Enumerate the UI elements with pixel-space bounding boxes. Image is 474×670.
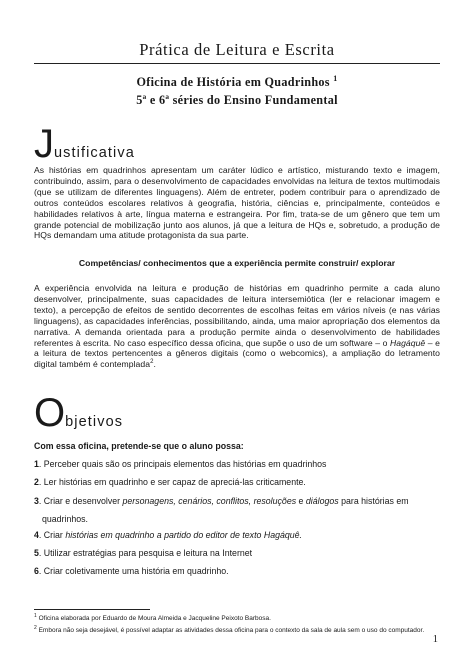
footnote-text: Embora não seja desejável, é possível adaptar as atividades dessa oficina para o contexto da sala de aula sem o uso do computador. xyxy=(36,626,425,634)
footnotes xyxy=(34,612,440,636)
item-italic: diálogos xyxy=(305,495,339,506)
item-italic: histórias em quadrinho a partido do editor de texto Hagáquê. xyxy=(65,529,303,540)
experiencia-text-end: . xyxy=(153,359,156,370)
competencias-title: Competências/ conhecimentos que a experiência permite construir/ explorar xyxy=(78,258,396,268)
list-item xyxy=(34,530,440,541)
page-title: Prática de Leitura e Escrita xyxy=(139,40,335,59)
item-continuation: quadrinhos. xyxy=(42,513,88,524)
software-name: Hagáquê xyxy=(390,337,426,348)
item-text: . Utilizar estratégias para pesquisa e leitura na Internet xyxy=(38,547,253,558)
footnote-ref-2[interactable]: 2 xyxy=(150,359,154,366)
item-number: 3 xyxy=(34,495,39,506)
item-text: para histórias em xyxy=(338,495,409,506)
footnote-divider xyxy=(34,609,150,610)
list-item xyxy=(34,548,440,559)
item-number: 6 xyxy=(34,566,39,577)
objetivos-rest: bjetivos xyxy=(65,414,124,430)
experiencia-text-2: – e a leitura de textos pertencentes a gêneros digitais (como o webcomics), a ampliação do letramento digital também é contemplada xyxy=(34,337,440,370)
item-number: 2 xyxy=(34,477,39,488)
item-italic: personagens, cenários, conflitos, resoluções xyxy=(122,495,297,506)
experiencia-text-1: A experiência envolvida na leitura e produção de histórias em quadrinho permite a cada aluno desenvolver, principalmente, suas capacidades de leitura intersemiótica (ler e relacionar imagem e texto), a percepção de efeitos de sentido decorrentes de escolhas feitas em vários níveis (e nas várias linguagens), as capacidades inferências, possibilitando, ainda, uma maior apropriação dos elementos da narrativa. A demanda orientada para a produção permite ainda o desenvolvimento de habilidades referentes à escrita. No caso específico dessa oficina, que supõe o uso de um software – o xyxy=(34,283,440,348)
workshop-title-text: Oficina de História em Quadrinhos xyxy=(136,75,330,90)
item-text: . Criar xyxy=(38,529,66,540)
list-item xyxy=(34,496,440,525)
justificativa-paragraph: As histórias em quadrinhos apresentam um caráter lúdico e artístico, misturando texto e imagem, contribuindo, assim, para o desenvolvimento de capacidades envolvidas na leitura de textos multimodais (que se utilizam de diferentes linguagens). Além de entreter, podem contribuir para o aprendizado de outros conteúdos escolares relativos à geografia, história, ciências e, principalmente, conteúdos e habilidades relativos à arte, língua materna e estrangeira. Por fim, trata-se de um gênero que tem um grande potencial de mobilização junto aos alunos, já que a leitura de HQs e, sobretudo, a produção de HQs demandam uma atitude protagonista da sua parte. xyxy=(34,165,440,241)
footnote-number: 1 xyxy=(34,613,37,619)
item-text: . Perceber quais são os principais elementos das histórias em quadrinhos xyxy=(38,459,327,469)
item-text: e xyxy=(296,495,306,506)
item-text: . Criar coletivamente uma história em quadrinho. xyxy=(38,566,229,577)
item-number: 5 xyxy=(34,547,39,558)
item-number: 1 xyxy=(34,459,39,469)
list-item xyxy=(34,477,440,488)
list-item xyxy=(34,566,440,577)
item-text: . Criar e desenvolver xyxy=(38,495,123,506)
footnote-ref-1[interactable]: 1 xyxy=(333,74,338,83)
footnote-2 xyxy=(34,624,440,636)
objetivos-heading xyxy=(34,393,123,433)
objetivos-initial: O xyxy=(34,391,66,435)
footnote-1 xyxy=(34,612,440,624)
workshop-title xyxy=(34,74,440,90)
justificativa-rest: ustificativa xyxy=(54,145,135,161)
grade-level: 5ª e 6ª séries do Ensino Fundamental xyxy=(136,93,338,107)
list-item xyxy=(34,459,440,470)
objetivos-list xyxy=(34,459,440,584)
justificativa-initial: J xyxy=(34,122,54,166)
objetivos-lead: Com essa oficina, pretende-se que o aluno possa: xyxy=(34,441,244,451)
justificativa-heading xyxy=(34,124,135,164)
page-number: 1 xyxy=(432,634,438,645)
title-rule xyxy=(34,63,440,64)
footnote-text: Oficina elaborada por Eduardo de Moura Almeida e Jacqueline Peixoto Barbosa. xyxy=(36,615,271,623)
item-text: . Ler histórias em quadrinho e ser capaz de apreciá-las criticamente. xyxy=(38,477,306,488)
footnote-number: 2 xyxy=(34,624,37,631)
item-number: 4 xyxy=(34,529,39,540)
experiencia-paragraph xyxy=(34,283,440,370)
